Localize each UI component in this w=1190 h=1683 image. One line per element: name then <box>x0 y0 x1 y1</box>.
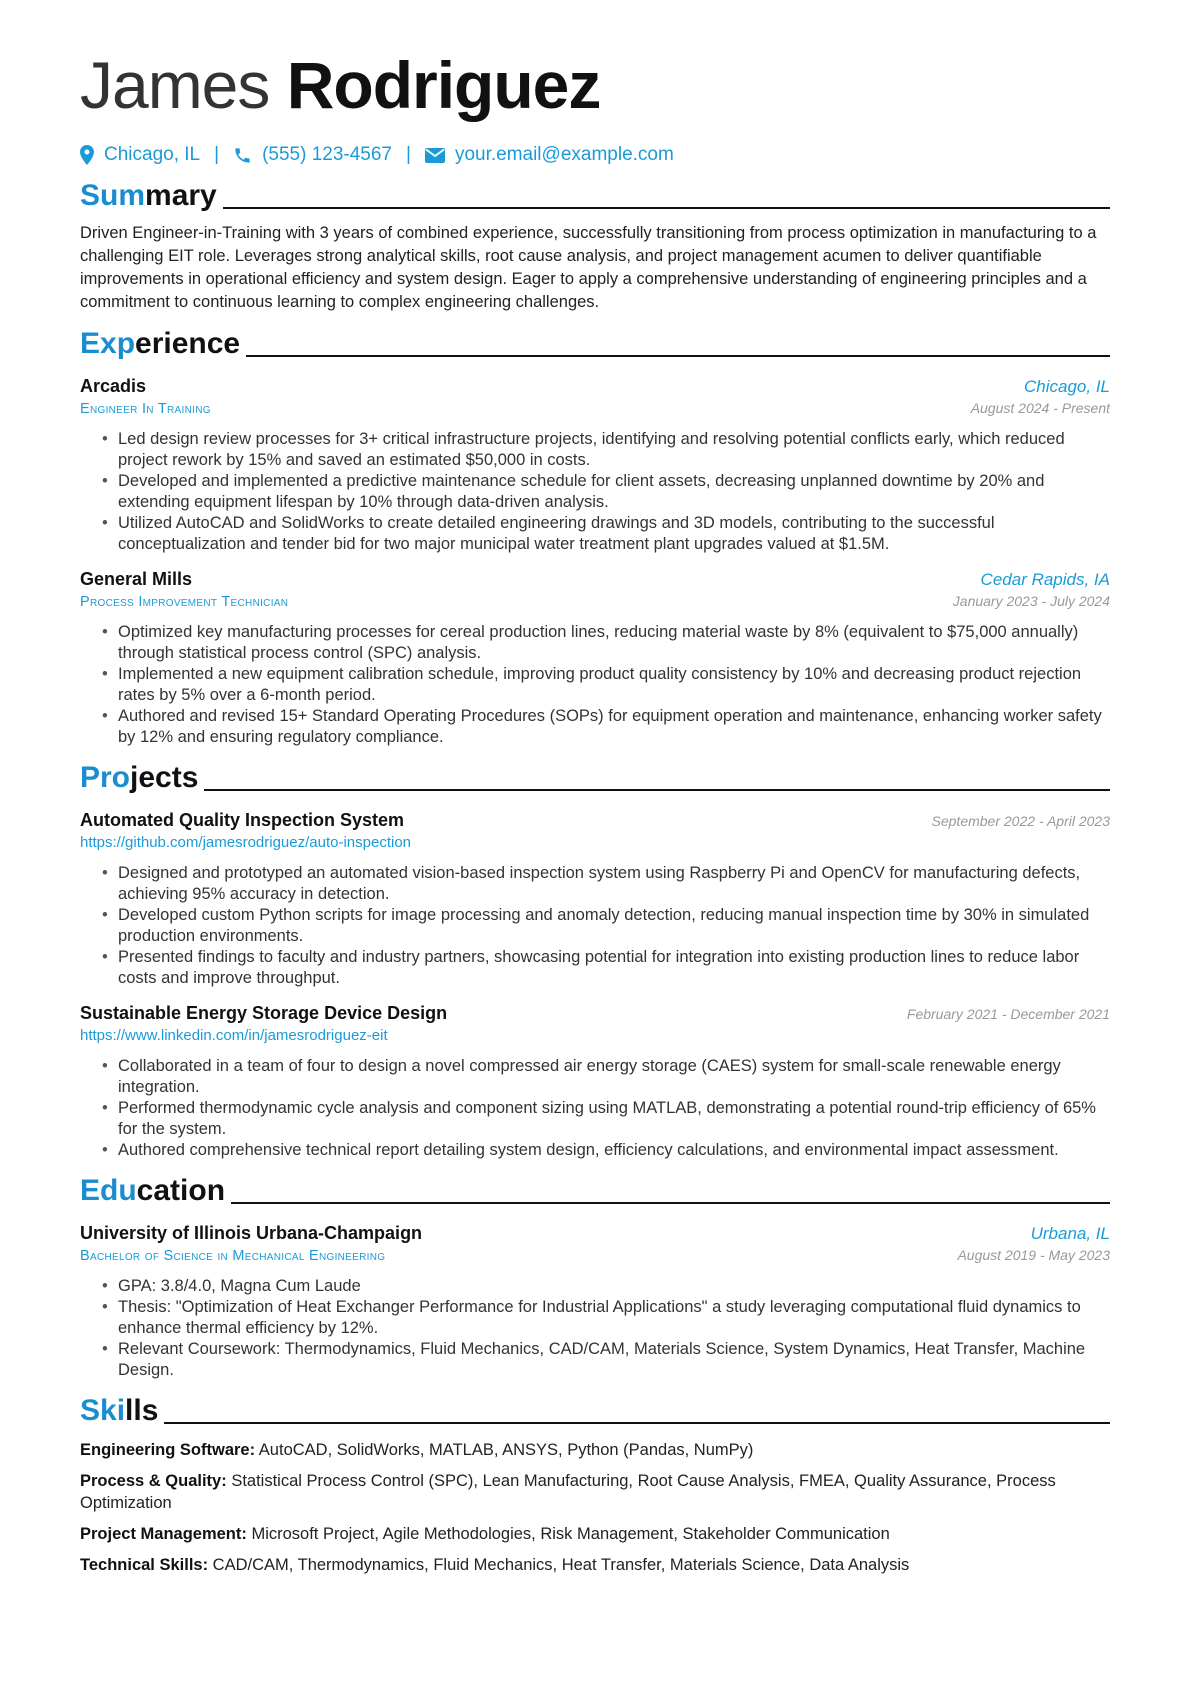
project-bullets <box>80 863 1110 989</box>
bullet-item: • Authored and revised 15+ Standard Operating Procedures (SOPs) for equipment operation and maintenance, enhancing worker safety by 12% and ensuring regulatory compliance. <box>118 706 1110 748</box>
education-bullets <box>80 1276 1110 1381</box>
degree-name: Bachelor of Science in Mechanical Engineering <box>80 1248 386 1264</box>
phone-icon <box>233 146 252 165</box>
bullet-item: • Optimized key manufacturing processes for cereal production lines, reducing material waste by 8% (equivalent to $75,000 annually) through statistical process control (SPC) analysis. <box>118 622 1110 664</box>
section-rule <box>223 207 1110 209</box>
bullet-item: • Performed thermodynamic cycle analysis and component sizing using MATLAB, demonstrating a potential round-trip efficiency of 65% for the system. <box>118 1098 1110 1140</box>
heading-accent: Ski <box>80 1394 126 1427</box>
bullet-item: • Developed and implemented a predictive maintenance schedule for client assets, decreasing unplanned downtime by 20% and extending equipment lifespan by 10% through data-driven analysis. <box>118 471 1110 513</box>
skill-value: Statistical Process Control (SPC), Lean Manufacturing, Root Cause Analysis, FMEA, Quality Assurance, Process Optimization <box>80 1472 1056 1512</box>
skill-value: AutoCAD, SolidWorks, MATLAB, ANSYS, Python (Pandas, NumPy) <box>258 1441 754 1459</box>
last-name: Rodriguez <box>286 48 601 122</box>
experience-heading <box>80 326 1110 362</box>
job-bullets <box>80 622 1110 748</box>
bullet-item: • Thesis: "Optimization of Heat Exchanger Performance for Industrial Applications" a study leveraging computational fluid dynamics to enhance thermal efficiency by 12%. <box>118 1297 1110 1339</box>
skills-list <box>80 1439 1110 1576</box>
job-location: Cedar Rapids, IA <box>980 570 1110 589</box>
summary-heading <box>80 178 1110 214</box>
section-rule <box>204 789 1110 791</box>
bullet-item: • Developed custom Python scripts for image processing and anomaly detection, reducing manual inspection time by 30% in simulated production environments. <box>118 905 1110 947</box>
phone-text: (555) 123-4567 <box>262 144 392 165</box>
summary-text: Driven Engineer-in-Training with 3 years of combined experience, successfully transitioning from process optimization in manufacturing to a challenging EIT role. Leverages strong analytical skills, root cause analysis, and project management acumen to deliver quantifiable improvements in operational efficiency and system design. Eager to apply a comprehensive understanding of engineering principles and a commitment to continuous learning to complex engineering challenges. <box>80 224 1097 311</box>
contact-email[interactable] <box>425 144 674 166</box>
education-heading <box>80 1173 1110 1209</box>
skill-row <box>80 1554 1110 1576</box>
section-rule <box>231 1202 1110 1204</box>
project-bullets <box>80 1056 1110 1161</box>
company-name: Arcadis <box>80 376 147 396</box>
bullet-item: • Authored comprehensive technical report detailing system design, efficiency calculations, and environmental impact assessment. <box>118 1140 1110 1161</box>
location-text: Chicago, IL <box>104 144 201 165</box>
bullet-item: • Implemented a new equipment calibration schedule, improving product quality consistency by 10% and decreasing product rejection rates by 5% over a 6-month period. <box>118 664 1110 706</box>
project-link[interactable]: https://www.linkedin.com/in/jamesrodriguez-eit <box>80 1027 388 1044</box>
bullet-item: • Utilized AutoCAD and SolidWorks to create detailed engineering drawings and 3D models, contributing to the successful conceptualization and tender bid for two major municipal water treatment plant upgrades valued at $1.5M. <box>118 513 1110 555</box>
contact-separator: | <box>214 144 220 165</box>
bullet-item: • Relevant Coursework: Thermodynamics, Fluid Mechanics, CAD/CAM, Materials Science, System Dynamics, Heat Transfer, Machine Design. <box>118 1339 1110 1381</box>
education-entry <box>80 1223 1110 1381</box>
job-role: Process Improvement Technician <box>80 594 289 610</box>
project-title: Automated Quality Inspection System <box>80 810 405 830</box>
project-entry <box>80 810 1110 989</box>
contact-location <box>80 144 200 166</box>
heading-rest: lls <box>125 1394 159 1427</box>
skill-label: Engineering Software: <box>80 1441 256 1459</box>
skill-row <box>80 1470 1110 1514</box>
school-name: University of Illinois Urbana-Champaign <box>80 1223 423 1243</box>
skill-value: Microsoft Project, Agile Methodologies, Risk Management, Stakeholder Communication <box>251 1525 890 1543</box>
project-entry <box>80 1003 1110 1161</box>
project-dates: September 2022 - April 2023 <box>931 813 1110 829</box>
contact-separator: | <box>406 144 411 165</box>
job-dates: January 2023 - July 2024 <box>952 593 1110 609</box>
bullet-item: • GPA: 3.8/4.0, Magna Cum Laude <box>118 1276 1110 1297</box>
heading-accent: Edu <box>80 1174 137 1207</box>
skill-label: Process & Quality: <box>80 1472 227 1490</box>
heading-rest: cation <box>136 1174 226 1207</box>
skills-heading <box>80 1393 1110 1429</box>
contact-bar <box>80 144 1110 166</box>
project-dates: February 2021 - December 2021 <box>906 1006 1110 1022</box>
job-entry <box>80 376 1110 555</box>
bullet-item: • Presented findings to faculty and industry partners, showcasing potential for integration into existing production lines to reduce labor costs and improve throughput. <box>118 947 1110 989</box>
heading-rest: erience <box>135 327 241 360</box>
skill-row <box>80 1523 1110 1545</box>
heading-accent: Pro <box>80 761 131 794</box>
project-link[interactable]: https://github.com/jamesrodriguez/auto-inspection <box>80 834 412 851</box>
job-dates: August 2024 - Present <box>970 400 1110 416</box>
skill-label: Project Management: <box>80 1525 247 1543</box>
section-rule <box>164 1422 1110 1424</box>
heading-rest: jects <box>130 761 199 794</box>
education-dates: August 2019 - May 2023 <box>957 1247 1110 1263</box>
bullet-item: • Collaborated in a team of four to design a novel compressed air energy storage (CAES) system for small-scale renewable energy integration. <box>118 1056 1110 1098</box>
section-rule <box>246 355 1110 357</box>
envelope-icon <box>425 148 445 163</box>
map-pin-icon <box>80 145 94 165</box>
contact-phone[interactable] <box>233 144 392 166</box>
candidate-name <box>80 44 1110 126</box>
job-entry <box>80 569 1110 748</box>
school-location: Urbana, IL <box>1030 1224 1110 1243</box>
skill-label: Technical Skills: <box>80 1556 209 1574</box>
projects-heading <box>80 760 1110 796</box>
job-location: Chicago, IL <box>1024 377 1110 396</box>
job-bullets <box>80 429 1110 555</box>
email-text: your.email@example.com <box>454 144 674 165</box>
first-name: James <box>80 48 270 122</box>
bullet-item: • Led design review processes for 3+ critical infrastructure projects, identifying and resolving potential conflicts early, which reduced project rework by 15% and saved an estimated $50,000 in costs. <box>118 429 1110 471</box>
heading-rest: mary <box>145 179 217 212</box>
company-name: General Mills <box>80 569 193 589</box>
project-title: Sustainable Energy Storage Device Design <box>80 1003 448 1023</box>
bullet-item: • Designed and prototyped an automated vision-based inspection system using Raspberry Pi and OpenCV for manufacturing defects, achieving 95% accuracy in detection. <box>118 863 1110 905</box>
job-role: Engineer In Training <box>80 401 211 417</box>
heading-accent: Exp <box>80 327 136 360</box>
skill-value: CAD/CAM, Thermodynamics, Fluid Mechanics, Heat Transfer, Materials Science, Data Analysis <box>212 1556 910 1574</box>
heading-accent: Sum <box>80 179 146 212</box>
skill-row <box>80 1439 1110 1461</box>
